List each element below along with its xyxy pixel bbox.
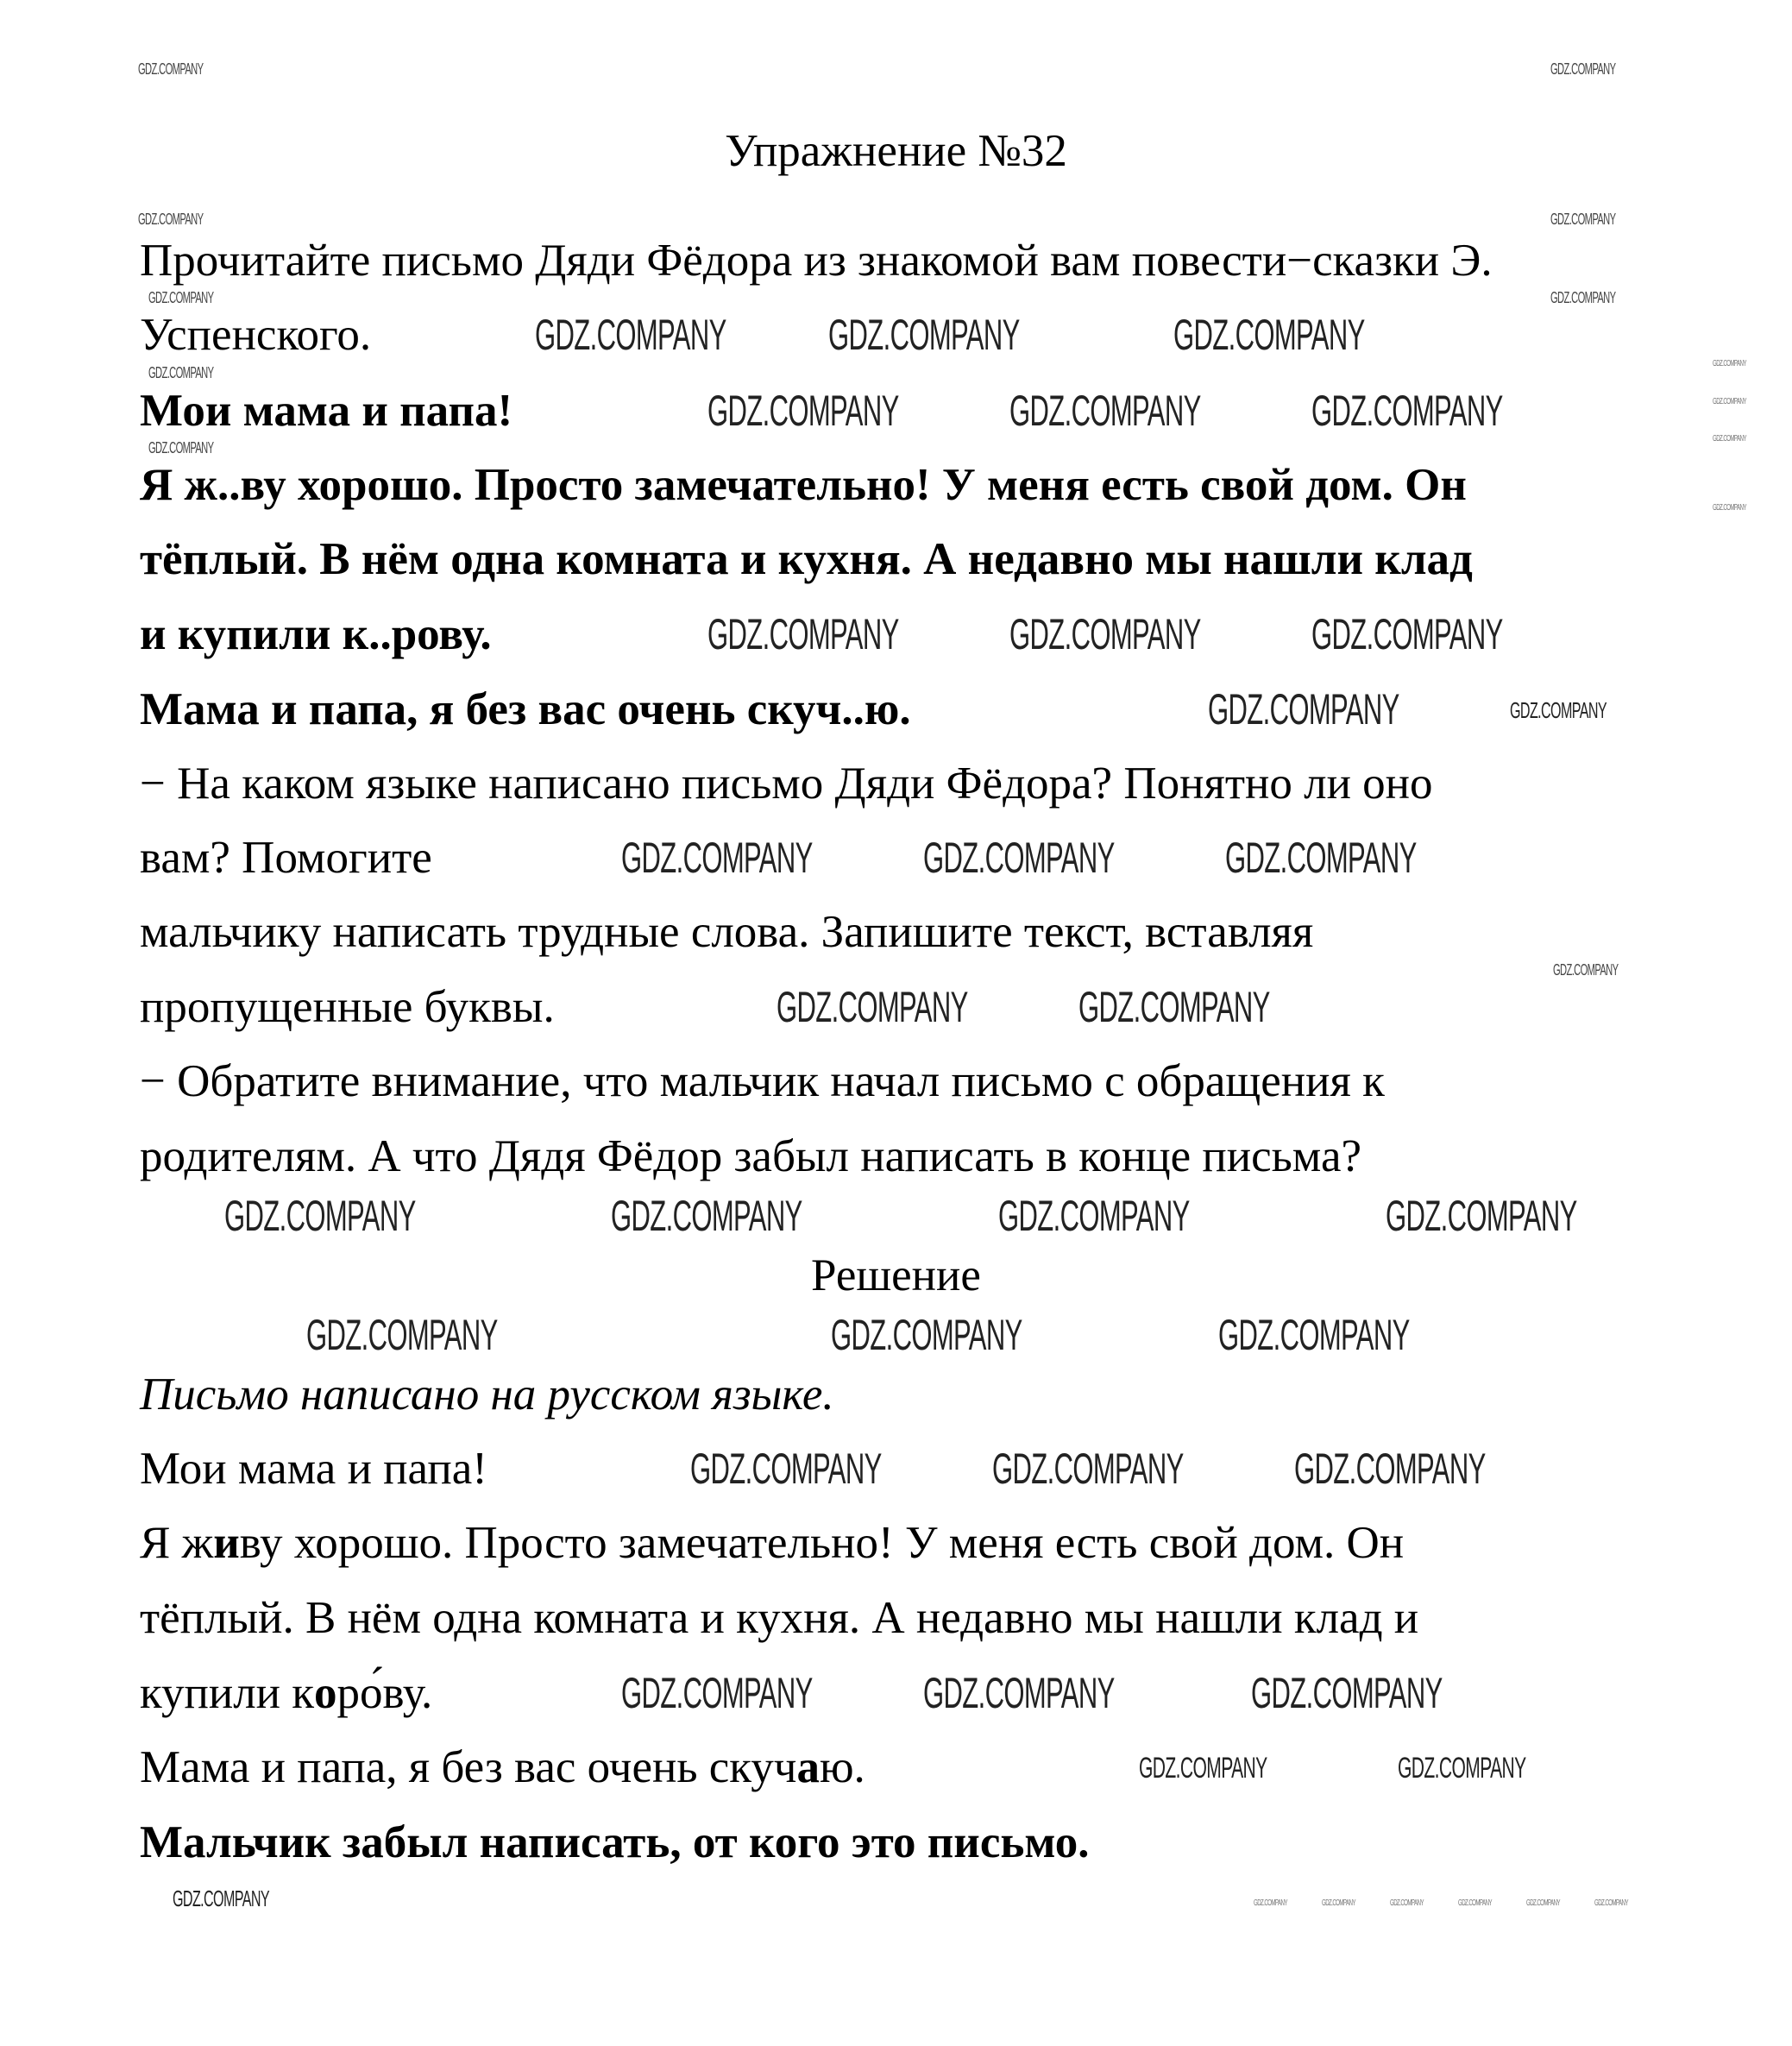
text: купили к — [140, 1668, 315, 1718]
task-intro: Прочитайте письмо Дяди Фёдора из знакомой вам повести−сказки Э. — [140, 236, 1493, 286]
watermark: GDZ.COMPANY — [1322, 1898, 1355, 1908]
watermark: GDZ.COMPANY — [998, 1192, 1190, 1240]
watermark: GDZ.COMPANY — [1208, 685, 1399, 733]
watermark: GDZ.COMPANY — [621, 1669, 813, 1717]
watermark: GDZ.COMPANY — [1713, 359, 1746, 368]
letter-line: Я ж..ву хорошо. Просто замечательно! У меня есть свой дом. Он — [140, 460, 1467, 510]
watermark: GDZ.COMPANY — [148, 289, 214, 306]
question-line: вам? Помогите — [140, 833, 432, 883]
watermark: GDZ.COMPANY — [1311, 610, 1503, 658]
solution-heading: Решение — [811, 1250, 981, 1300]
watermark: GDZ.COMPANY — [535, 311, 726, 359]
text: ву хорошо. Просто замечательно! У меня есть свой дом. Он — [239, 1518, 1405, 1568]
watermark: GDZ.COMPANY — [1009, 610, 1201, 658]
watermark: GDZ.COMPANY — [777, 983, 968, 1031]
watermark: GDZ.COMPANY — [923, 1669, 1115, 1717]
watermark: GDZ.COMPANY — [1550, 289, 1616, 306]
inserted-letter: о — [314, 1668, 337, 1718]
solution-line — [140, 1741, 865, 1793]
solution-line — [140, 1517, 1404, 1569]
question-line: родителям. А что Дядя Фёдор забыл написать в конце письма? — [140, 1131, 1362, 1181]
watermark: GDZ.COMPANY — [1218, 1311, 1410, 1359]
watermark: GDZ.COMPANY — [1009, 387, 1201, 435]
watermark: GDZ.COMPANY — [1713, 397, 1746, 406]
watermark: GDZ.COMPANY — [690, 1445, 882, 1493]
watermark: GDZ.COMPANY — [707, 610, 899, 658]
letter-line: и купили к..рову. — [140, 609, 492, 659]
question-line: − На каком языке написано письмо Дяди Фёдора? Понятно ли оно — [140, 759, 1433, 809]
watermark: GDZ.COMPANY — [923, 834, 1115, 882]
watermark: GDZ.COMPANY — [138, 60, 204, 78]
watermark: GDZ.COMPANY — [148, 439, 214, 456]
solution-line: тёплый. В нём одна комната и кухня. А недавно мы нашли клад и — [140, 1593, 1419, 1643]
watermark: GDZ.COMPANY — [1173, 311, 1365, 359]
watermark: GDZ.COMPANY — [1139, 1752, 1267, 1785]
solution-line — [140, 1667, 432, 1719]
watermark: GDZ.COMPANY — [306, 1311, 498, 1359]
watermark: GDZ.COMPANY — [1386, 1192, 1577, 1240]
question-line: мальчику написать трудные слова. Запишите текст, вставляя — [140, 907, 1314, 957]
inserted-letter: а — [796, 1742, 820, 1792]
page-title: Упражнение №32 — [725, 126, 1067, 176]
watermark: GDZ.COMPANY — [1254, 1898, 1287, 1908]
text: Я ж — [140, 1518, 214, 1568]
watermark: GDZ.COMPANY — [1510, 697, 1607, 723]
watermark: GDZ.COMPANY — [1390, 1898, 1424, 1908]
text: ю. — [819, 1742, 865, 1792]
watermark: GDZ.COMPANY — [148, 364, 214, 381]
letter-line: Мои мама и папа! — [140, 386, 513, 436]
watermark: GDZ.COMPANY — [621, 834, 813, 882]
question-line: − Обратите внимание, что мальчик начал письмо с обращения к — [140, 1056, 1385, 1106]
watermark: GDZ.COMPANY — [1078, 983, 1270, 1031]
watermark: GDZ.COMPANY — [1398, 1752, 1526, 1785]
question-line: пропущенные буквы. — [140, 982, 555, 1032]
watermark: GDZ.COMPANY — [1251, 1669, 1443, 1717]
watermark: GDZ.COMPANY — [992, 1445, 1184, 1493]
watermark: GDZ.COMPANY — [224, 1192, 416, 1240]
watermark: GDZ.COMPANY — [1526, 1898, 1560, 1908]
letter-line: тёплый. В нём одна комната и кухня. А недавно мы нашли клад — [140, 534, 1473, 584]
solution-line: Мои мама и папа! — [140, 1444, 487, 1494]
watermark: GDZ.COMPANY — [1594, 1898, 1628, 1908]
watermark: GDZ.COMPANY — [1713, 434, 1746, 444]
watermark: GDZ.COMPANY — [1311, 387, 1503, 435]
watermark: GDZ.COMPANY — [1553, 961, 1619, 979]
inserted-letter: и — [213, 1518, 240, 1568]
watermark: GDZ.COMPANY — [611, 1192, 802, 1240]
watermark: GDZ.COMPANY — [173, 1885, 269, 1911]
watermark: GDZ.COMPANY — [1225, 834, 1417, 882]
watermark: GDZ.COMPANY — [1550, 211, 1616, 228]
solution-answer: Письмо написано на русском языке. — [140, 1369, 834, 1420]
letter-line: Мама и папа, я без вас очень скуч..ю. — [140, 684, 911, 734]
watermark: GDZ.COMPANY — [1458, 1898, 1492, 1908]
watermark: GDZ.COMPANY — [1713, 503, 1746, 513]
watermark: GDZ.COMPANY — [138, 211, 204, 228]
watermark: GDZ.COMPANY — [1550, 60, 1616, 78]
watermark: GDZ.COMPANY — [1294, 1445, 1486, 1493]
text: ро́ву. — [336, 1668, 433, 1718]
watermark: GDZ.COMPANY — [707, 387, 899, 435]
watermark: GDZ.COMPANY — [828, 311, 1020, 359]
task-intro: Успенского. — [140, 310, 372, 360]
solution-answer: Мальчик забыл написать, от кого это письмо. — [140, 1817, 1090, 1867]
watermark: GDZ.COMPANY — [831, 1311, 1022, 1359]
text: Мама и папа, я без вас очень скуч — [140, 1742, 797, 1792]
